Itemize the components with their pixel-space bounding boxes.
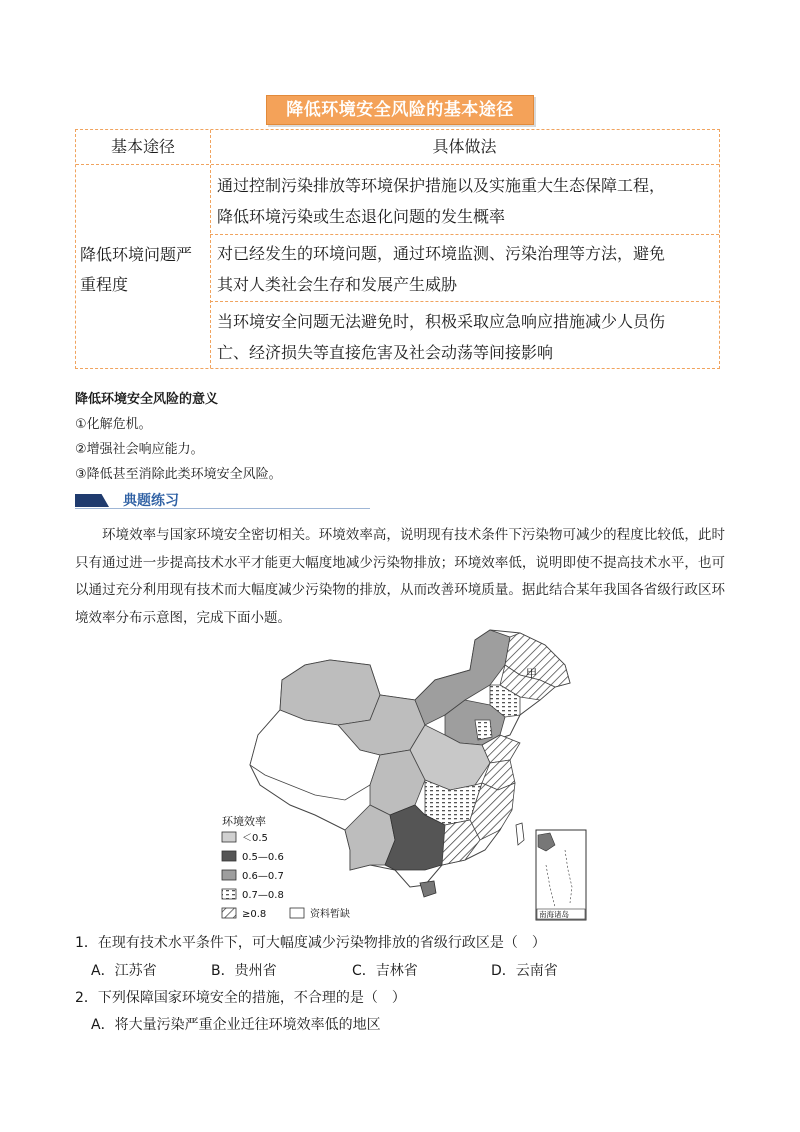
legend-item: 资料暂缺: [310, 909, 350, 920]
table-divider: [210, 234, 719, 235]
option-a[interactable]: A．江苏省: [91, 963, 157, 979]
region-taiwan: [516, 823, 524, 845]
legend-item: ＜0.5: [242, 833, 268, 844]
legend-swatch: [222, 832, 236, 842]
map-label-jia: 甲: [526, 667, 537, 680]
region-xinjiang: [280, 660, 380, 725]
method-line: 当环境安全问题无法避免时，积极采取应急响应措施减少人员伤: [217, 312, 666, 331]
legend-swatch: [222, 870, 236, 880]
meaning-item: ①化解危机。: [75, 417, 152, 432]
legend-swatch: [222, 889, 236, 899]
option-c[interactable]: C．吉林省: [352, 963, 418, 979]
table-header-method: 具体做法: [432, 137, 497, 156]
question-2: 2．下列保障国家环境安全的措施，不合理的是（ ）: [75, 990, 406, 1006]
legend-item: 0.7—0.8: [242, 890, 284, 901]
table-divider: [76, 164, 719, 165]
row-label-line: 降低环境问题严: [80, 245, 193, 264]
meaning-item: ②增强社会响应能力。: [75, 442, 204, 457]
meaning-item: ③降低甚至消除此类环境安全风险。: [75, 467, 282, 482]
method-line: 降低环境污染或生态退化问题的发生概率: [217, 207, 506, 226]
option-d[interactable]: D．云南省: [491, 963, 558, 979]
flag-icon: [75, 494, 109, 507]
table-cell-method-2: [210, 238, 719, 300]
row-label-line: 重程度: [80, 275, 129, 294]
table-divider: [210, 301, 719, 302]
legend-item: 0.5—0.6: [242, 852, 284, 863]
legend-item: 0.6—0.7: [242, 871, 284, 882]
legend-swatch: [222, 908, 236, 918]
meaning-heading: 降低环境安全风险的意义: [75, 392, 219, 407]
practice-section-heading: [75, 489, 370, 515]
table-row-label: [80, 240, 210, 300]
method-line: 通过控制污染排放等环境保护措施以及实施重大生态保障工程，: [217, 176, 666, 195]
inset-label: 南海诸岛: [539, 910, 569, 919]
region-beijing-tianjin: [475, 720, 492, 740]
legend-item: ≥0.8: [242, 909, 267, 920]
section-rule: [75, 508, 370, 509]
legend-title: 环境效率: [222, 815, 266, 828]
option-b[interactable]: B．贵州省: [211, 963, 277, 979]
method-line: 对已经发生的环境问题，通过环境监测、污染治理等方法，避免: [217, 244, 666, 263]
region-hainan: [420, 881, 436, 897]
section-title-banner: 降低环境安全风险的基本途径: [266, 95, 534, 125]
legend-swatch: [290, 908, 304, 918]
table-cell-method-3: [210, 306, 719, 368]
method-line: 其对人类社会生存和发展产生威胁: [217, 275, 458, 294]
question-1: 1．在现有技术水平条件下，可大幅度减少污染物排放的省级行政区是（ ）: [75, 935, 546, 951]
china-map-figure: [220, 625, 588, 925]
efficiency-map: [220, 625, 588, 925]
passage: 环境效率与国家环境安全密切相关。环境效率高，说明现有技术条件下污染物可减少的程度比较低，此时只有通过进一步提高技术水平才能更大幅度地减少污染物排放；环境效率低，说明即使不提高技术水平，也可以通过充分利用现有技术而大幅度减少污染物的排放，从而改善环境质量。据此结合某年我国各省级行政区环境效率分布示意图，完成下面小题。: [75, 527, 725, 626]
approach-table: [75, 129, 720, 369]
table-cell-method-1: [210, 170, 719, 232]
section-title: 典题练习: [123, 493, 179, 509]
table-header-approach: 基本途径: [110, 137, 175, 156]
legend-swatch: [222, 851, 236, 861]
method-line: 亡、经济损失等直接危害及社会动荡等间接影响: [217, 343, 554, 362]
option-a[interactable]: A．将大量污染严重企业迁往环境效率低的地区: [91, 1017, 381, 1033]
